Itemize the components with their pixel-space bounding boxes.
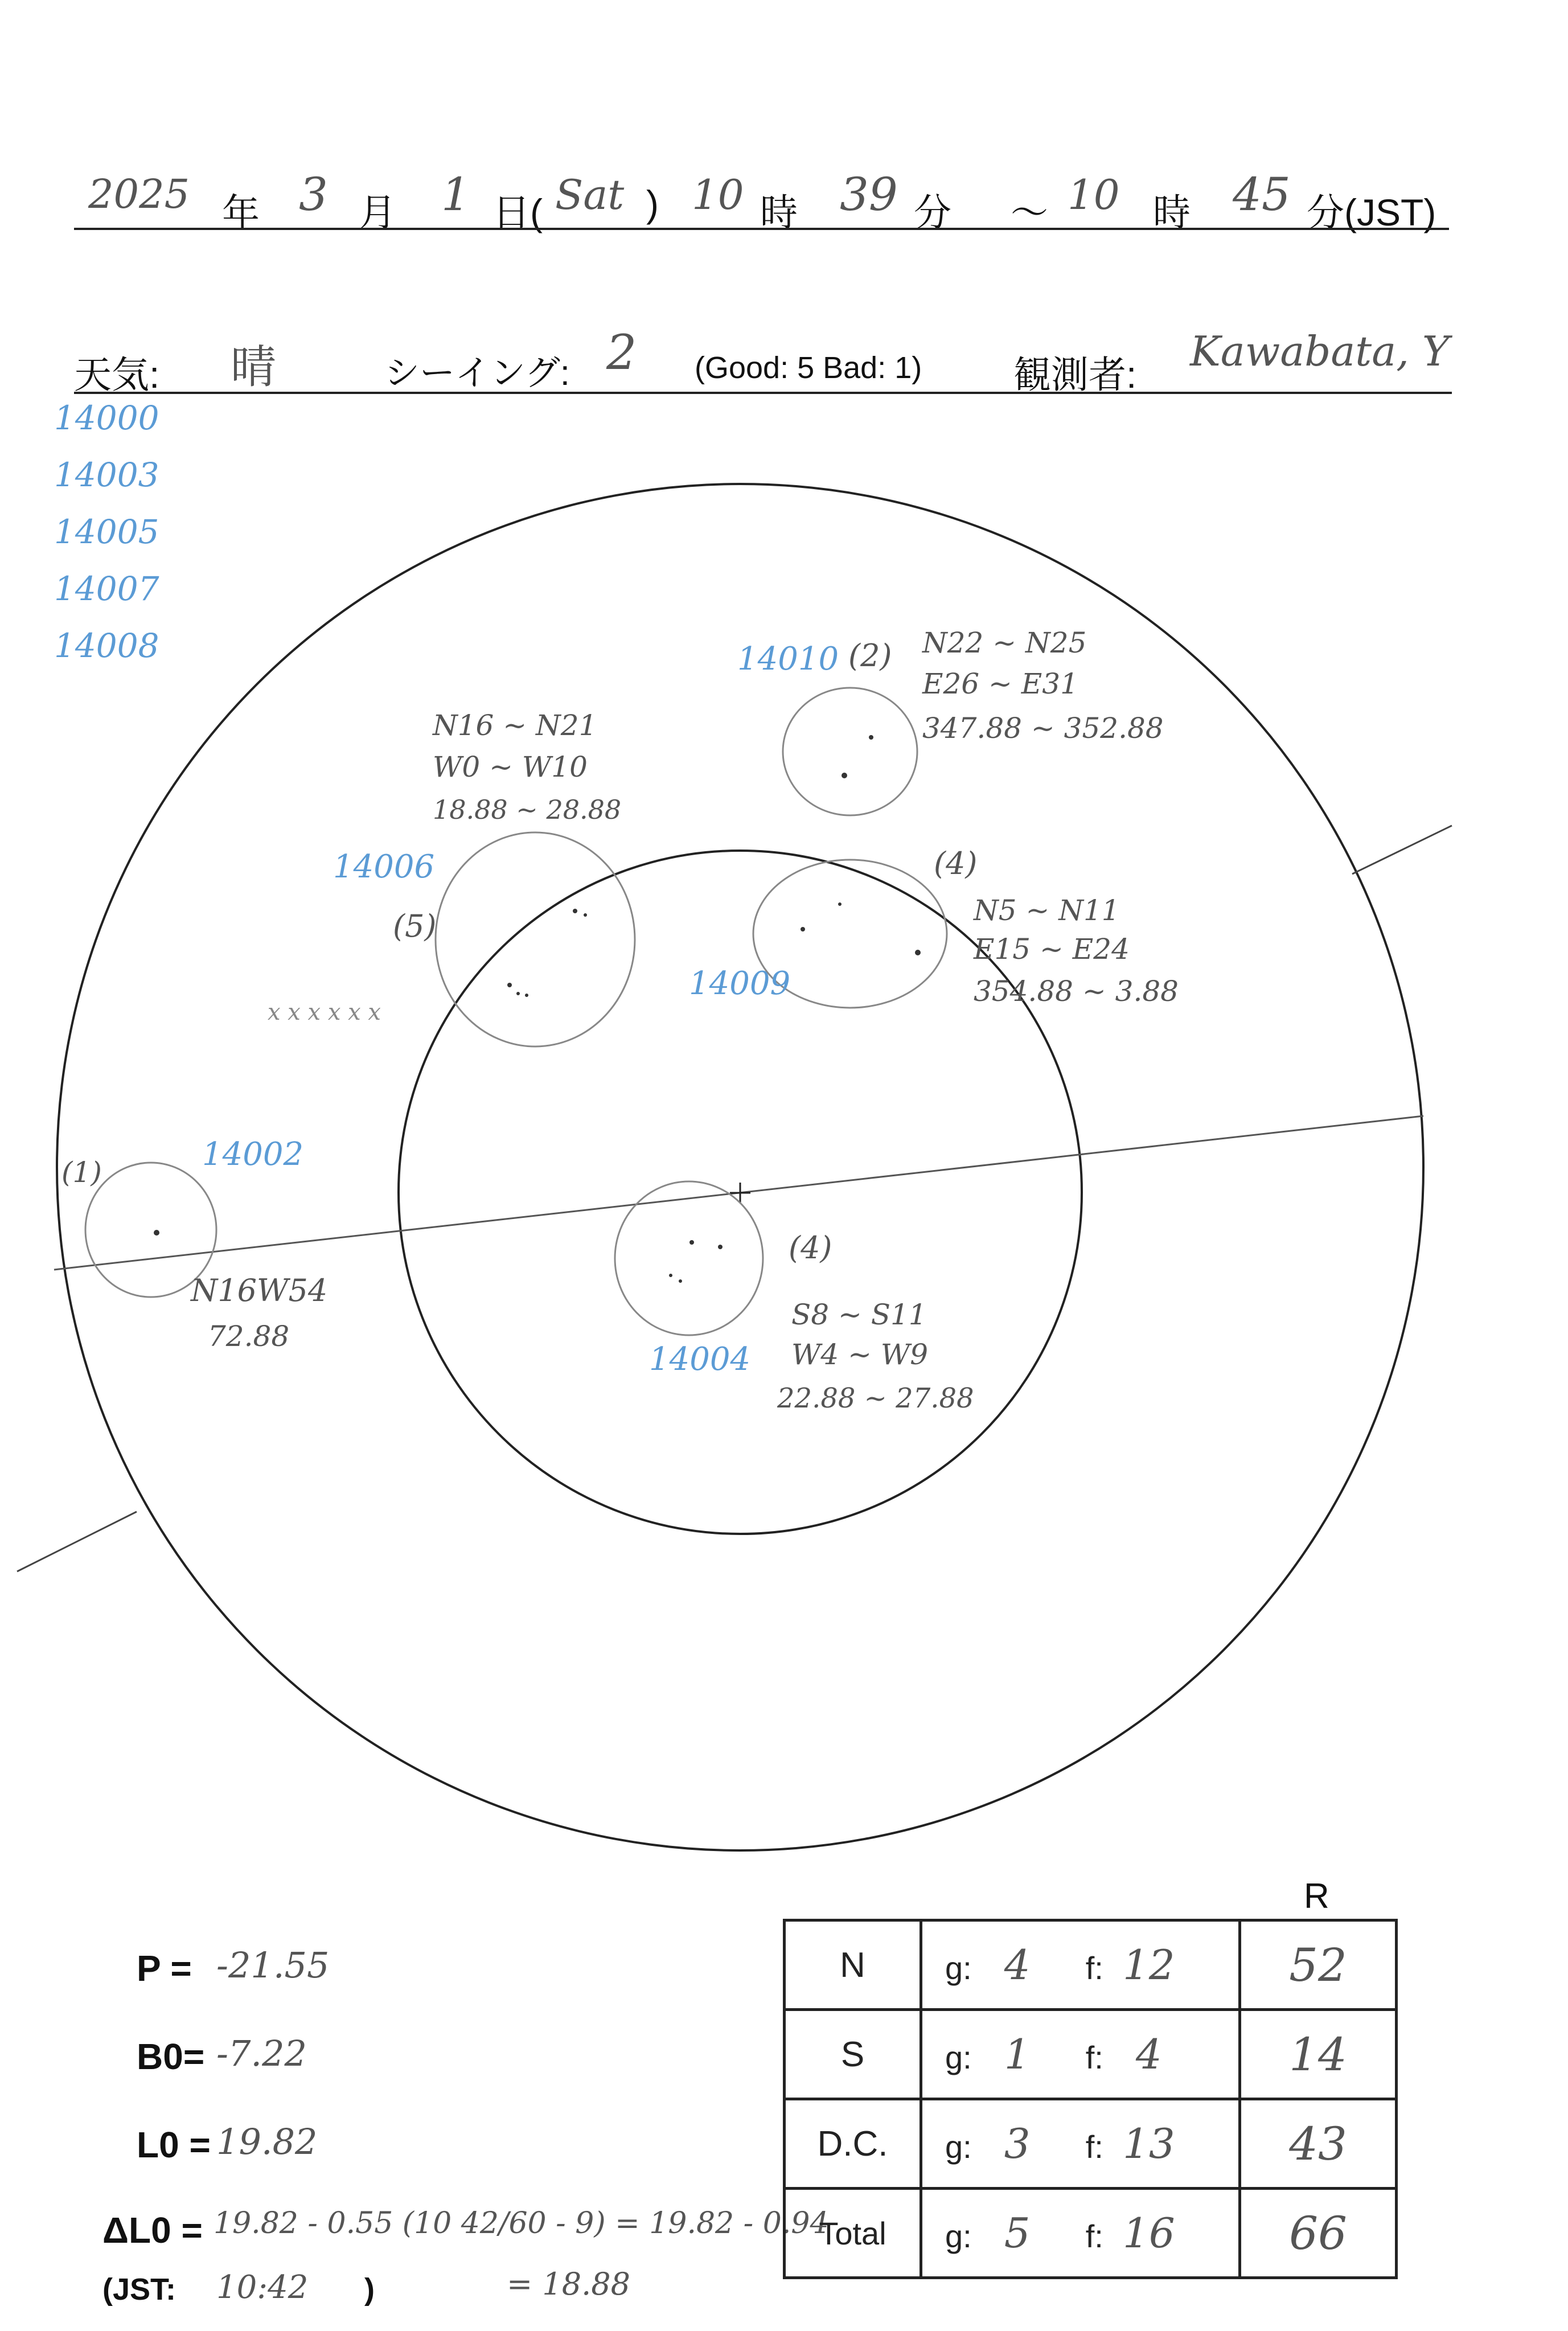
delta-l0-expression: 19.82 - 0.55 (10 42/60 - 9) = 19.82 - 0.94 [214,2206,829,2240]
gf-cell [921,2099,1240,2189]
region-list-item: 14003 [54,455,159,494]
day-unit: 日( [492,191,543,233]
weather-value: 晴 [231,340,276,393]
sunspot-dot [525,994,528,997]
axis-tick-right [1352,826,1452,874]
group-14010-carrington: 347.88 ~ 352.88 [922,712,1164,745]
group-14006-outline [436,832,635,1047]
f-label: f: [1085,2039,1103,2075]
seeing-scale: (Good: 5 Bad: 1) [695,351,922,385]
group-14004-carrington: 22.88 ~ 27.88 [777,1382,974,1414]
sunspot-dot [869,735,873,740]
table-row [785,1920,1397,2010]
sunspot-dot [573,909,577,913]
group-14009-lat: N5 ~ N11 [974,894,1120,927]
weather-label: 天気: [74,354,160,396]
timezone: 分(JST) [1307,191,1436,233]
sunspot-dot [584,913,587,917]
l0-value: 19.82 [216,2121,318,2162]
end-hour: 10 [1068,171,1120,219]
group-14002-position: N16W54 [191,1273,328,1308]
jst-close: ) [364,2272,375,2307]
day-value: 1 [441,168,470,221]
r-value: 52 [1289,1938,1347,1992]
group-14004-lat: S8 ~ S11 [791,1298,927,1331]
f-value: 13 [1123,2120,1175,2168]
solar-params [102,1930,829,2329]
sunspot-dot [842,773,847,778]
row-label: D.C. [785,2099,921,2189]
weekday-close: ) [646,183,659,225]
group-14004-count: (4) [789,1230,832,1266]
f-label: f: [1085,2218,1103,2254]
r-column-header: R [1304,1877,1329,1916]
axis-tick-left [17,1512,137,1571]
g-label: g: [945,2039,972,2075]
region-list-item: 14005 [54,512,159,551]
group-14010-lon: E26 ~ E31 [922,667,1078,700]
p-value: -21.55 [216,1944,330,1986]
group-14006-count: (5) [393,908,437,944]
year-unit: 年 [222,191,260,233]
region-list-item: 14000 [54,399,159,437]
f-value: 4 [1135,2030,1162,2078]
group-14010-outline [783,688,917,815]
group-14009-lon: E15 ~ E24 [974,933,1130,966]
g-value: 4 [1004,1941,1031,1989]
b0-value: -7.22 [216,2033,307,2074]
x-marks: x x x x x x [268,999,381,1025]
group-14009-count: (4) [934,846,978,881]
g-value: 1 [1004,2030,1031,2078]
delta-l0-label: ΔL0 = [102,2210,203,2251]
delta-l0-result: = 18.88 [507,2266,631,2302]
sunspot-dot [838,902,842,906]
sunspot-dot [679,1279,682,1283]
table-row [785,2099,1397,2189]
r-cell [1240,1920,1397,2010]
r-cell [1240,2189,1397,2278]
group-14006-carrington: 18.88 ~ 28.88 [433,794,622,825]
end-hour-unit: 時 [1153,191,1191,233]
sunspot-dot [154,1230,159,1236]
region-list-item: 14008 [54,626,159,665]
start-hour-unit: 時 [760,191,798,233]
sunspot-dot [915,950,921,955]
group-14004-number: 14004 [649,1341,751,1378]
gf-cell [921,2010,1240,2099]
jst-value: 10:42 [216,2269,309,2306]
group-14006-lon: W0 ~ W10 [433,750,588,783]
group-14002-count: (1) [61,1156,102,1189]
jst-label: (JST: [102,2272,176,2307]
table-row [785,2189,1397,2278]
count-summary-table [783,1919,1398,2279]
group-14009-number: 14009 [689,965,791,1002]
row-label: Total [785,2189,921,2278]
sunspot-dot [507,983,512,987]
sunspot-dot [669,1274,672,1277]
group-14002-carrington: 72.88 [208,1320,290,1353]
table-row [785,2010,1397,2099]
group-14010-lat: N22 ~ N25 [922,626,1087,659]
start-hour: 10 [692,171,744,219]
r-cell [1240,2010,1397,2099]
g-value: 3 [1004,2120,1031,2168]
start-min-unit: 分 [914,191,951,233]
g-label: g: [945,2129,972,2165]
f-value: 16 [1123,2209,1175,2257]
weekday-value: Sat [555,171,625,219]
group-14002-number: 14002 [202,1136,304,1173]
gf-cell [921,2189,1240,2278]
l0-label: L0 = [137,2124,211,2165]
r-value: 43 [1289,2117,1347,2170]
group-14010-number: 14010 [737,641,839,678]
row-label: S [785,2010,921,2099]
end-min: 45 [1233,168,1291,221]
year-value: 2025 [88,171,190,217]
r-cell [1240,2099,1397,2189]
g-value: 5 [1004,2209,1031,2257]
group-14009-carrington: 354.88 ~ 3.88 [974,975,1179,1008]
time-range-tilde: 〜 [1011,191,1048,233]
observer-value: Kawabata, Y [1190,327,1450,375]
g-label: g: [945,1950,972,1986]
seeing-value: 2 [606,325,637,380]
g-label: g: [945,2218,972,2254]
sunspot-dot [516,992,520,995]
f-label: f: [1085,2129,1103,2165]
region-list-item: 14007 [54,569,159,608]
sunspot-dot [689,1240,694,1245]
r-value: 14 [1289,2028,1347,2081]
row-label: N [785,1920,921,2010]
observer-label: 観測者: [1013,354,1137,396]
group-14004-lon: W4 ~ W9 [791,1338,929,1371]
group-14006-number: 14006 [333,848,435,885]
group-14004-outline [615,1181,763,1335]
month-value: 3 [299,168,328,221]
p-label: P = [137,1948,192,1989]
sunspot-dot [718,1245,723,1249]
sunspot-dot [801,927,805,931]
group-14010-count: (2) [848,638,892,674]
b0-label: B0= [137,2036,205,2077]
r-value: 66 [1289,2206,1347,2260]
seeing-label: シーイング: [384,354,570,393]
f-value: 12 [1123,1941,1175,1989]
month-unit: 月 [359,191,396,233]
start-min: 39 [840,168,898,221]
group-14006-lat: N16 ~ N21 [433,709,597,742]
f-label: f: [1085,1950,1103,1986]
gf-cell [921,1920,1240,2010]
